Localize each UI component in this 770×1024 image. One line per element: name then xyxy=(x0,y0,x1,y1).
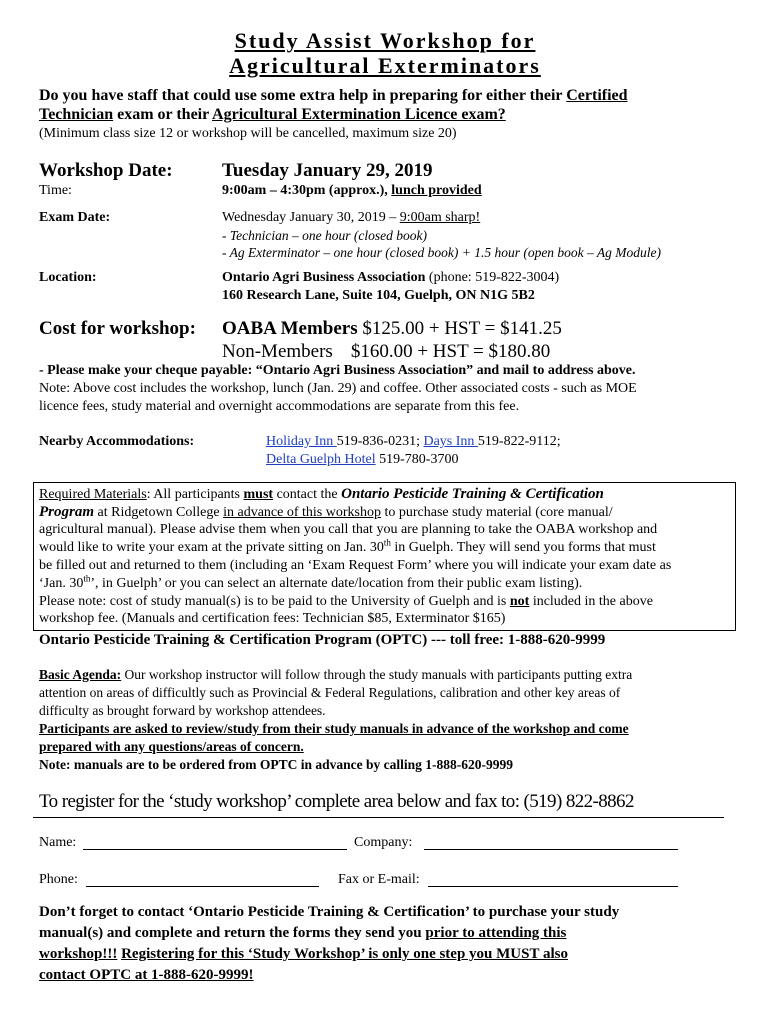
phone-field[interactable] xyxy=(86,886,319,887)
workshop-date-label: Workshop Date: xyxy=(39,160,173,181)
agenda-review-line1: Participants are asked to review/study from their study manuals in advance of the workshop and come xyxy=(39,721,629,736)
time-label: Time: xyxy=(39,183,72,198)
name-label: Name: xyxy=(39,835,77,850)
agenda-review-line2: prepared with any questions/areas of concern. xyxy=(39,739,304,754)
required-line6: ‘Jan. 30th’, in Guelph’ or you can select an alternate date/location from their public exam listing). xyxy=(39,573,583,591)
exam-technician-line: - Technician – one hour (closed book) xyxy=(222,228,427,243)
page-title-line1: Study Assist Workshop for xyxy=(234,28,536,53)
footer-line1: Don’t forget to contact ‘Ontario Pesticide Training & Certification’ to purchase your study xyxy=(39,904,620,920)
agenda-line3: difficulty as brought forward by workshop attendees. xyxy=(39,703,326,718)
required-line3: agricultural manual). Please advise them when you call that you are planning to take the OABA workshop and xyxy=(39,522,658,537)
company-field[interactable] xyxy=(424,849,678,850)
exam-date-label: Exam Date: xyxy=(39,210,111,225)
intro-question-line1: Do you have staff that could use some extra help in preparing for either their Certified xyxy=(39,87,628,104)
required-line2: Program at Ridgetown College in advance of this workshop to purchase study material (core manual/ xyxy=(39,504,613,520)
cost-label: Cost for workshop: xyxy=(39,318,196,339)
location-address: 160 Research Lane, Suite 104, Guelph, ON N1G 5B2 xyxy=(222,288,535,303)
class-size-note: (Minimum class size 12 or workshop will be cancelled, maximum size 20) xyxy=(39,126,457,141)
time-value: 9:00am – 4:30pm (approx.), lunch provided xyxy=(222,183,482,198)
location-label: Location: xyxy=(39,270,97,285)
required-line5: be filled out and returned to them (including an ‘Exam Request Form’ where you will indicate your exam date as xyxy=(39,558,672,573)
required-line1: Required Materials: All participants must contact the Ontario Pesticide Training & Certification xyxy=(39,486,604,502)
page-title-line2: Agricultural Exterminators xyxy=(229,53,541,78)
fax-email-label: Fax or E-mail: xyxy=(338,872,420,887)
holiday-inn-link[interactable]: Holiday Inn xyxy=(266,434,337,449)
cost-note-line2: licence fees, study material and overnight accommodations are separate from this fee. xyxy=(39,399,520,414)
footer-line2: manual(s) and complete and return the forms they send you prior to attending this xyxy=(39,925,567,941)
register-heading: To register for the ‘study workshop’ complete area below and fax to: (519) 822-8862 xyxy=(39,791,634,812)
agenda-manuals-note: Note: manuals are to be ordered from OPTC in advance by calling 1-888-620-9999 xyxy=(39,757,513,772)
phone-label: Phone: xyxy=(39,872,78,887)
footer-line3: workshop!!! Registering for this ‘Study Workshop’ is only one step you MUST also xyxy=(39,946,568,962)
required-line4: would like to write your exam at the private sitting on Jan. 30th in Guelph. They will send you forms that must xyxy=(39,537,656,555)
location-org: Ontario Agri Business Association (phone: 519-822-3004) xyxy=(222,270,560,285)
required-line8: workshop fee. (Manuals and certification fees: Technician $85, Exterminator $165) xyxy=(39,611,506,626)
days-inn-link[interactable]: Days Inn xyxy=(423,434,478,449)
name-field[interactable] xyxy=(83,849,347,850)
cheque-instruction: - Please make your cheque payable: “Ontario Agri Business Association” and mail to address above. xyxy=(39,363,636,378)
accommodations-label: Nearby Accommodations: xyxy=(39,434,195,449)
delta-guelph-hotel-link[interactable]: Delta Guelph Hotel xyxy=(266,452,376,467)
cost-members: OABA Members $125.00 + HST = $141.25 xyxy=(222,318,562,339)
optc-contact: Ontario Pesticide Training & Certification Program (OPTC) --- toll free: 1-888-620-9999 xyxy=(39,632,606,648)
agenda-line1: Basic Agenda: Our workshop instructor will follow through the study manuals with participants putting extra xyxy=(39,667,633,682)
company-label: Company: xyxy=(354,835,413,850)
accommodations-line1: Holiday Inn 519-836-0231; Days Inn 519-822-9112; xyxy=(266,434,561,449)
cost-non-members: Non-Members $160.00 + HST = $180.80 xyxy=(222,341,551,362)
footer-line4: contact OPTC at 1-888-620-9999! xyxy=(39,967,254,983)
fax-email-field[interactable] xyxy=(428,886,678,887)
accommodations-line2: Delta Guelph Hotel 519-780-3700 xyxy=(266,452,459,467)
workshop-date-value: Tuesday January 29, 2019 xyxy=(222,160,433,181)
cost-note-line1: Note: Above cost includes the workshop, lunch (Jan. 29) and coffee. Other associated costs - such as MOE xyxy=(39,381,637,396)
agenda-line2: attention on areas of difficultly such as Provincial & Federal Regulations, calibration and other key areas of xyxy=(39,685,621,700)
intro-question-line2: Technician exam or their Agricultural Extermination Licence exam? xyxy=(39,106,506,123)
exam-exterminator-line: - Ag Exterminator – one hour (closed book) + 1.5 hour (open book – Ag Module) xyxy=(222,245,662,260)
register-divider xyxy=(33,817,724,818)
required-line7: Please note: cost of study manual(s) is to be paid to the University of Guelph and is not included in the above xyxy=(39,594,653,609)
exam-date-value: Wednesday January 30, 2019 – 9:00am sharp! xyxy=(222,210,481,225)
